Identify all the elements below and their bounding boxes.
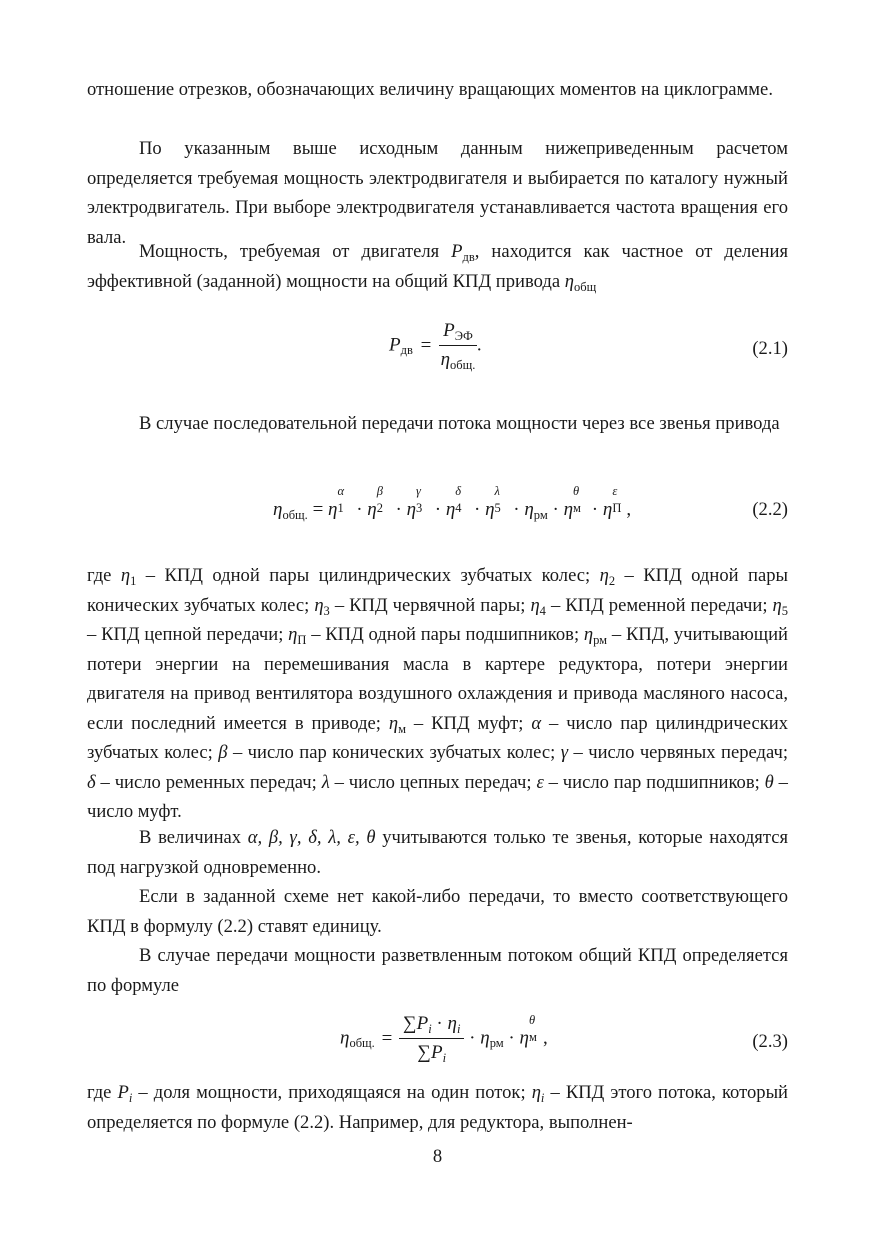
equation-2-2 — [87, 484, 788, 531]
equation-number: (2.2) — [752, 499, 788, 520]
equation-2-2-body: $\eta_{общ.} = \eta$ α 1 · η β 2 · η γ 3 · η δ 4 · η λ 5 · $\eta_{рм} \cdot \eta$ θ м · η ε П , — [273, 484, 632, 522]
paragraph-7: Если в заданной схеме нет какой-либо передачи, то вместо соответствующего КПД в формулу (2.2) ставят единицу. — [87, 886, 788, 937]
fraction: $\frac{P_{ЭФ}}{\eta_{общ.}}$ — [440, 320, 476, 372]
equation-2-3 — [87, 1013, 788, 1075]
paragraph-6: В величинах α, β, γ, δ, λ, ε, θ учитываются только те звенья, которые находятся под нагрузкой одновременно. — [87, 827, 789, 878]
equation-number: (2.3) — [752, 1031, 788, 1052]
equation-number: (2.1) — [752, 338, 788, 359]
fraction: $\frac{\sum P_i \cdot \eta_i}{\sum P_i}$ — [399, 1013, 464, 1064]
paragraph-8: В случае передачи мощности разветвленным потоком общий КПД определяется по формуле — [87, 945, 788, 996]
paragraph-5: где $\eta_1$ – КПД одной пары цилиндрических зубчатых колес; $\eta_2$ – КПД одной пары конических зубчатых колес; $\eta_3$ – КПД червячной пары; $\eta_4$ – КПД ременной передачи; $\eta_5$ – КПД цепной передачи; $\eta_П$ – КПД одной пары подшипников; $\eta_{рм}$ – КПД, учитывающий потери энергии на перемешивания масла в картере редуктора, потери энергии двигателя на привод вентилятора воздушного охлаждения и привода масляного насоса, если последний имеется в приводе; $\eta_м$ – КПД муфт; α – число пар цилиндрических зубчатых колес; β – число пар конических зубчатых колес; γ – число червяных передач; δ – число ременных передач; λ – число цепных передач; ε – число пар подшипников; θ – число муфт. — [87, 565, 789, 822]
equation-2-1-body: $P_{дв}$ = $\frac{P_{ЭФ}}{\eta_{общ.}}$ . — [389, 320, 482, 372]
paragraph-9: где $P_i$ – доля мощности, приходящаяся на один поток; $\eta_i$ – КПД этого потока, который определяется по формуле (2.2). Например, для редуктора, выполнен- — [87, 1082, 789, 1133]
equation-2-3-body: $\eta_{общ.}$ = $\frac{\sum P_i \cdot \eta_i}{\sum P_i}$ · $\eta_{рм} \cdot \eta$ θ м , — [340, 1012, 548, 1065]
paragraph-2: По указанным выше исходным данным нижеприведенным расчетом определяется требуемая мощность электродвигателя и выбирается по каталогу нужный электродвигатель. При выборе электродвигателя устанавливается частота вращения его вала. — [87, 138, 788, 248]
equation-2-1 — [87, 320, 788, 382]
paragraph-1: отношение отрезков, обозначающих величину вращающих моментов на циклограмме. — [87, 79, 773, 100]
paragraph-3: Мощность, требуемая от двигателя $P_{дв}$, находится как частное от деления эффективной (заданной) мощности на общий КПД привода $\eta_{общ}$ — [87, 241, 789, 294]
paragraph-4: В случае последовательной передачи потока мощности через все звенья привода — [139, 413, 780, 434]
page-number: 8 — [432, 1146, 443, 1167]
